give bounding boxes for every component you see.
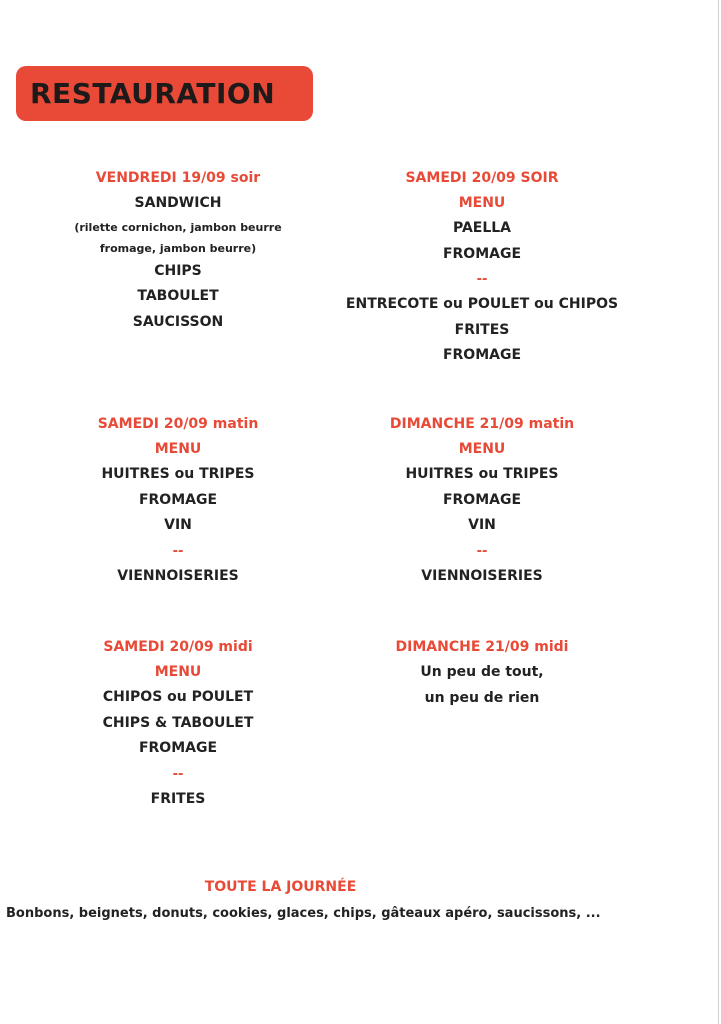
menu-item-note: fromage, jambon beurre) [99,241,257,255]
menu-label: MENU [458,195,506,211]
menu-item: Un peu de tout, [420,664,544,680]
menu-item: SAUCISSON [132,313,224,330]
section-heading: DIMANCHE 21/09 midi [395,639,569,655]
menu-item: PAELLA [452,220,512,236]
section-heading: SAMEDI 20/09 matin [97,416,259,432]
section-toute-la-journee [0,874,721,928]
section-vendredi-soir [48,166,308,335]
section-heading: TOUTE LA JOURNÉE [204,879,357,895]
section-heading: VENDREDI 19/09 soir [95,170,261,186]
menu-item: FRITES [454,321,510,338]
menu-item: FROMAGE [138,740,218,756]
page-edge-line [718,0,719,1024]
menu-separator: -- [476,272,488,287]
menu-item: HUITRES ou TRIPES [101,466,255,482]
menu-item: FROMAGE [442,347,522,363]
menu-item-note: (rilette cornichon, jambon beurre [74,220,282,234]
menu-item: FROMAGE [442,491,522,508]
section-samedi-soir [322,166,642,369]
menu-item: HUITRES ou TRIPES [405,466,559,482]
menu-item: SANDWICH [134,195,222,211]
menu-item: CHIPOS ou POULET [102,689,254,705]
menu-item: VIN [468,517,496,533]
section-dimanche-matin [362,412,602,589]
menu-label: MENU [154,664,202,680]
section-dimanche-midi [362,635,602,711]
menu-separator: -- [476,543,488,559]
menu-label: MENU [154,441,202,457]
section-heading: SAMEDI 20/09 SOIR [405,170,559,186]
all-day-items: Bonbons, beignets, donuts, cookies, glaces, chips, gâteaux apéro, saucissons, ... [6,906,601,921]
menu-label: MENU [458,441,506,457]
page-title: RESTAURATION [16,66,313,121]
menu-item: CHIPS [154,262,202,279]
menu-item: VIENNOISERIES [421,567,543,584]
menu-separator: -- [172,766,184,782]
menu-item: FROMAGE [442,245,522,262]
menu-item: FROMAGE [138,491,218,508]
menu-item: VIN [164,517,192,533]
menu-separator: -- [172,543,184,559]
menu-item: un peu de rien [424,689,540,706]
section-samedi-midi [58,635,298,812]
menu-item: CHIPS & TABOULET [102,714,254,731]
menu-item: TABOULET [137,288,219,304]
section-heading: DIMANCHE 21/09 matin [389,416,575,432]
section-heading: SAMEDI 20/09 midi [103,639,253,655]
section-samedi-matin [58,412,298,589]
menu-item: VIENNOISERIES [117,567,239,584]
menu-item: ENTRECOTE ou POULET ou CHIPOS [345,296,619,312]
menu-item: FRITES [150,790,206,807]
